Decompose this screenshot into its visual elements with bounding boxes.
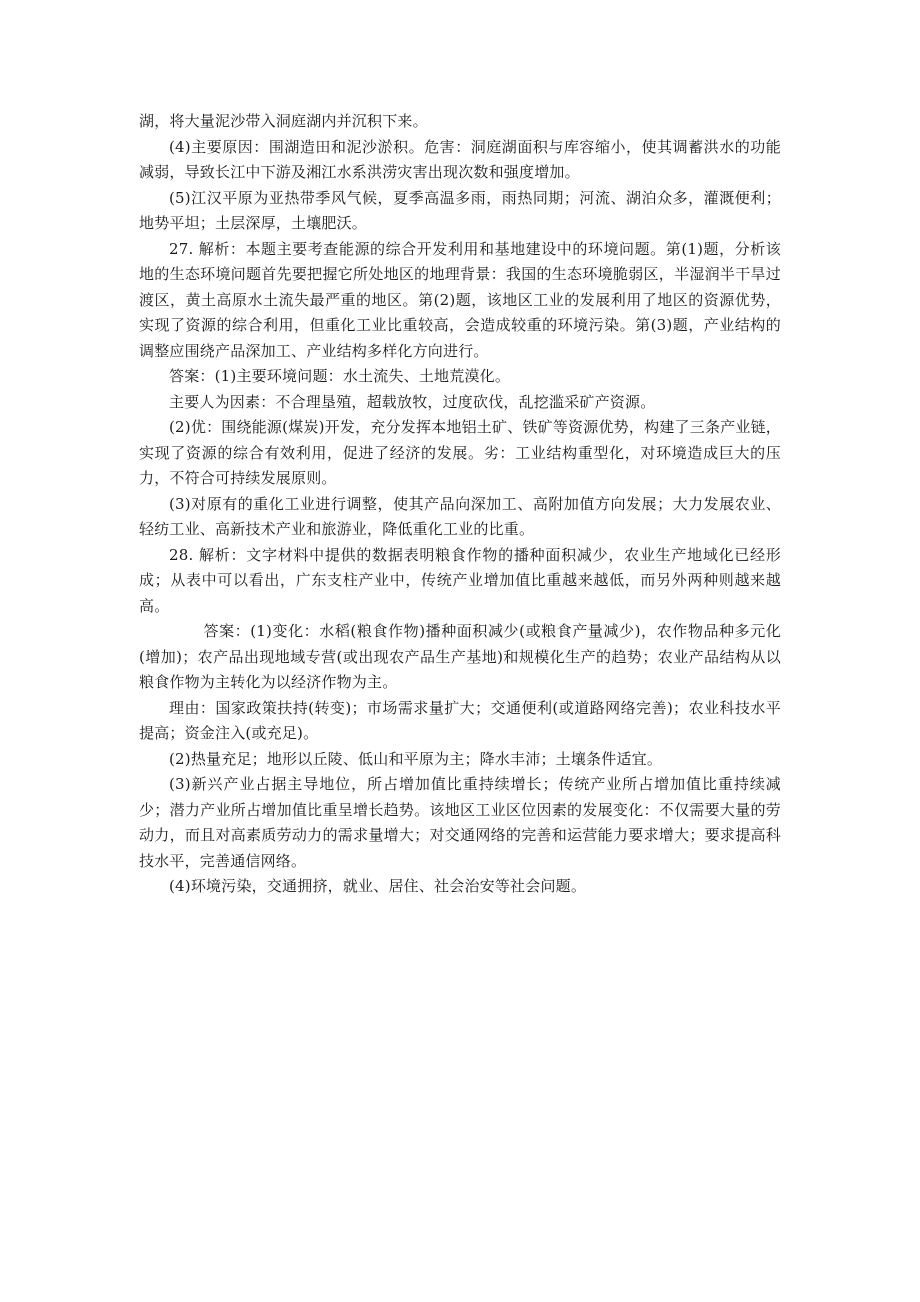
paragraph-q27-human-factors: 主要人为因素：不合理垦殖，超载放牧，过度砍伐，乱挖滥采矿产资源。	[169, 392, 656, 411]
paragraph-q27-answer-3: (3)对原有的重化工业进行调整，使其产品向深加工、高附加值方向发展；大力发展农业、轻纺工业、高新技术产业和旅游业，降低重化工业的比重。	[139, 494, 781, 538]
paragraph-q28-answer-3: (3)新兴产业占据主导地位，所占增加值比重持续增长；传统产业所占增加值比重持续减少；潜力产业所占增加值比重呈增长趋势。该地区工业区位因素的发展变化：不仅需要大量的劳动力，而且对高素质劳动力的需求量增大；对交通网络的完善和运营能力要求增大；要求提高科技水平，完善通信网络。	[139, 775, 781, 870]
paragraph-q28-answer-1: 答案：(1)变化：水稻(粮食作物)播种面积减少(或粮食产量减少)，农作物品种多元化(增加)；农产品出现地域专营(或出现农产品生产基地)和规模化生产的趋势；农业产品结构从以粮食作物为主转化为以经济作物为主。	[139, 622, 781, 691]
paragraph-q28-reasons: 理由：国家政策扶持(转变)；市场需求量扩大；交通便利(或道路网络完善)；农业科技水平提高；资金注入(或充足)。	[139, 698, 781, 742]
paragraph-answer-4: (4)主要原因：围湖造田和泥沙淤积。危害：洞庭湖面积与库容缩小，使其调蓄洪水的功能减弱，导致长江中下游及湘江水系洪涝灾害出现次数和强度增加。	[139, 137, 781, 181]
paragraph-q27-answer-2: (2)优：围绕能源(煤炭)开发，充分发挥本地铝土矿、铁矿等资源优势，构建了三条产业链，实现了资源的综合有效利用，促进了经济的发展。劣：工业结构重型化，对环境造成巨大的压力，不符合可持续发展原则。	[139, 418, 781, 487]
paragraph-q27-analysis: 27. 解析：本题主要考查能源的综合开发利用和基地建设中的环境问题。第(1)题，分析该地的生态环境问题首先要把握它所处地区的地理背景：我国的生态环境脆弱区，半湿润半干旱过渡区，黄土高原水土流失最严重的地区。第(2)题，该地区工业的发展利用了地区的资源优势，实现了资源的综合利用，但重化工业比重较高，会造成较重的环境污染。第(3)题，产业结构的调整应围绕产品深加工、产业结构多样化方向进行。	[139, 239, 781, 360]
paragraph-q27-answer-1: 答案：(1)主要环境问题：水土流失、土地荒漠化。	[169, 367, 511, 385]
paragraph-answer-5: (5)江汉平原为亚热带季风气候，夏季高温多雨，雨热同期；河流、湖泊众多，灌溉便利；地势平坦；土层深厚，土壤肥沃。	[139, 188, 781, 232]
paragraph-q28-analysis: 28. 解析：文字材料中提供的数据表明粮食作物的播种面积减少，农业生产地域化已经形成；从表中可以看出，广东支柱产业中，传统产业增加值比重越来越低，而另外两种则越来越高。	[139, 545, 781, 615]
paragraph-continuation: 湖，将大量泥沙带入洞庭湖内并沉积下来。	[139, 112, 428, 130]
paragraph-q28-answer-2: (2)热量充足；地形以丘陵、低山和平原为主；降水丰沛；土壤条件适宜。	[169, 749, 663, 768]
paragraph-q28-answer-4: (4)环境污染，交通拥挤，就业、居住、社会治安等社会问题。	[169, 877, 587, 895]
document-body	[139, 109, 781, 900]
